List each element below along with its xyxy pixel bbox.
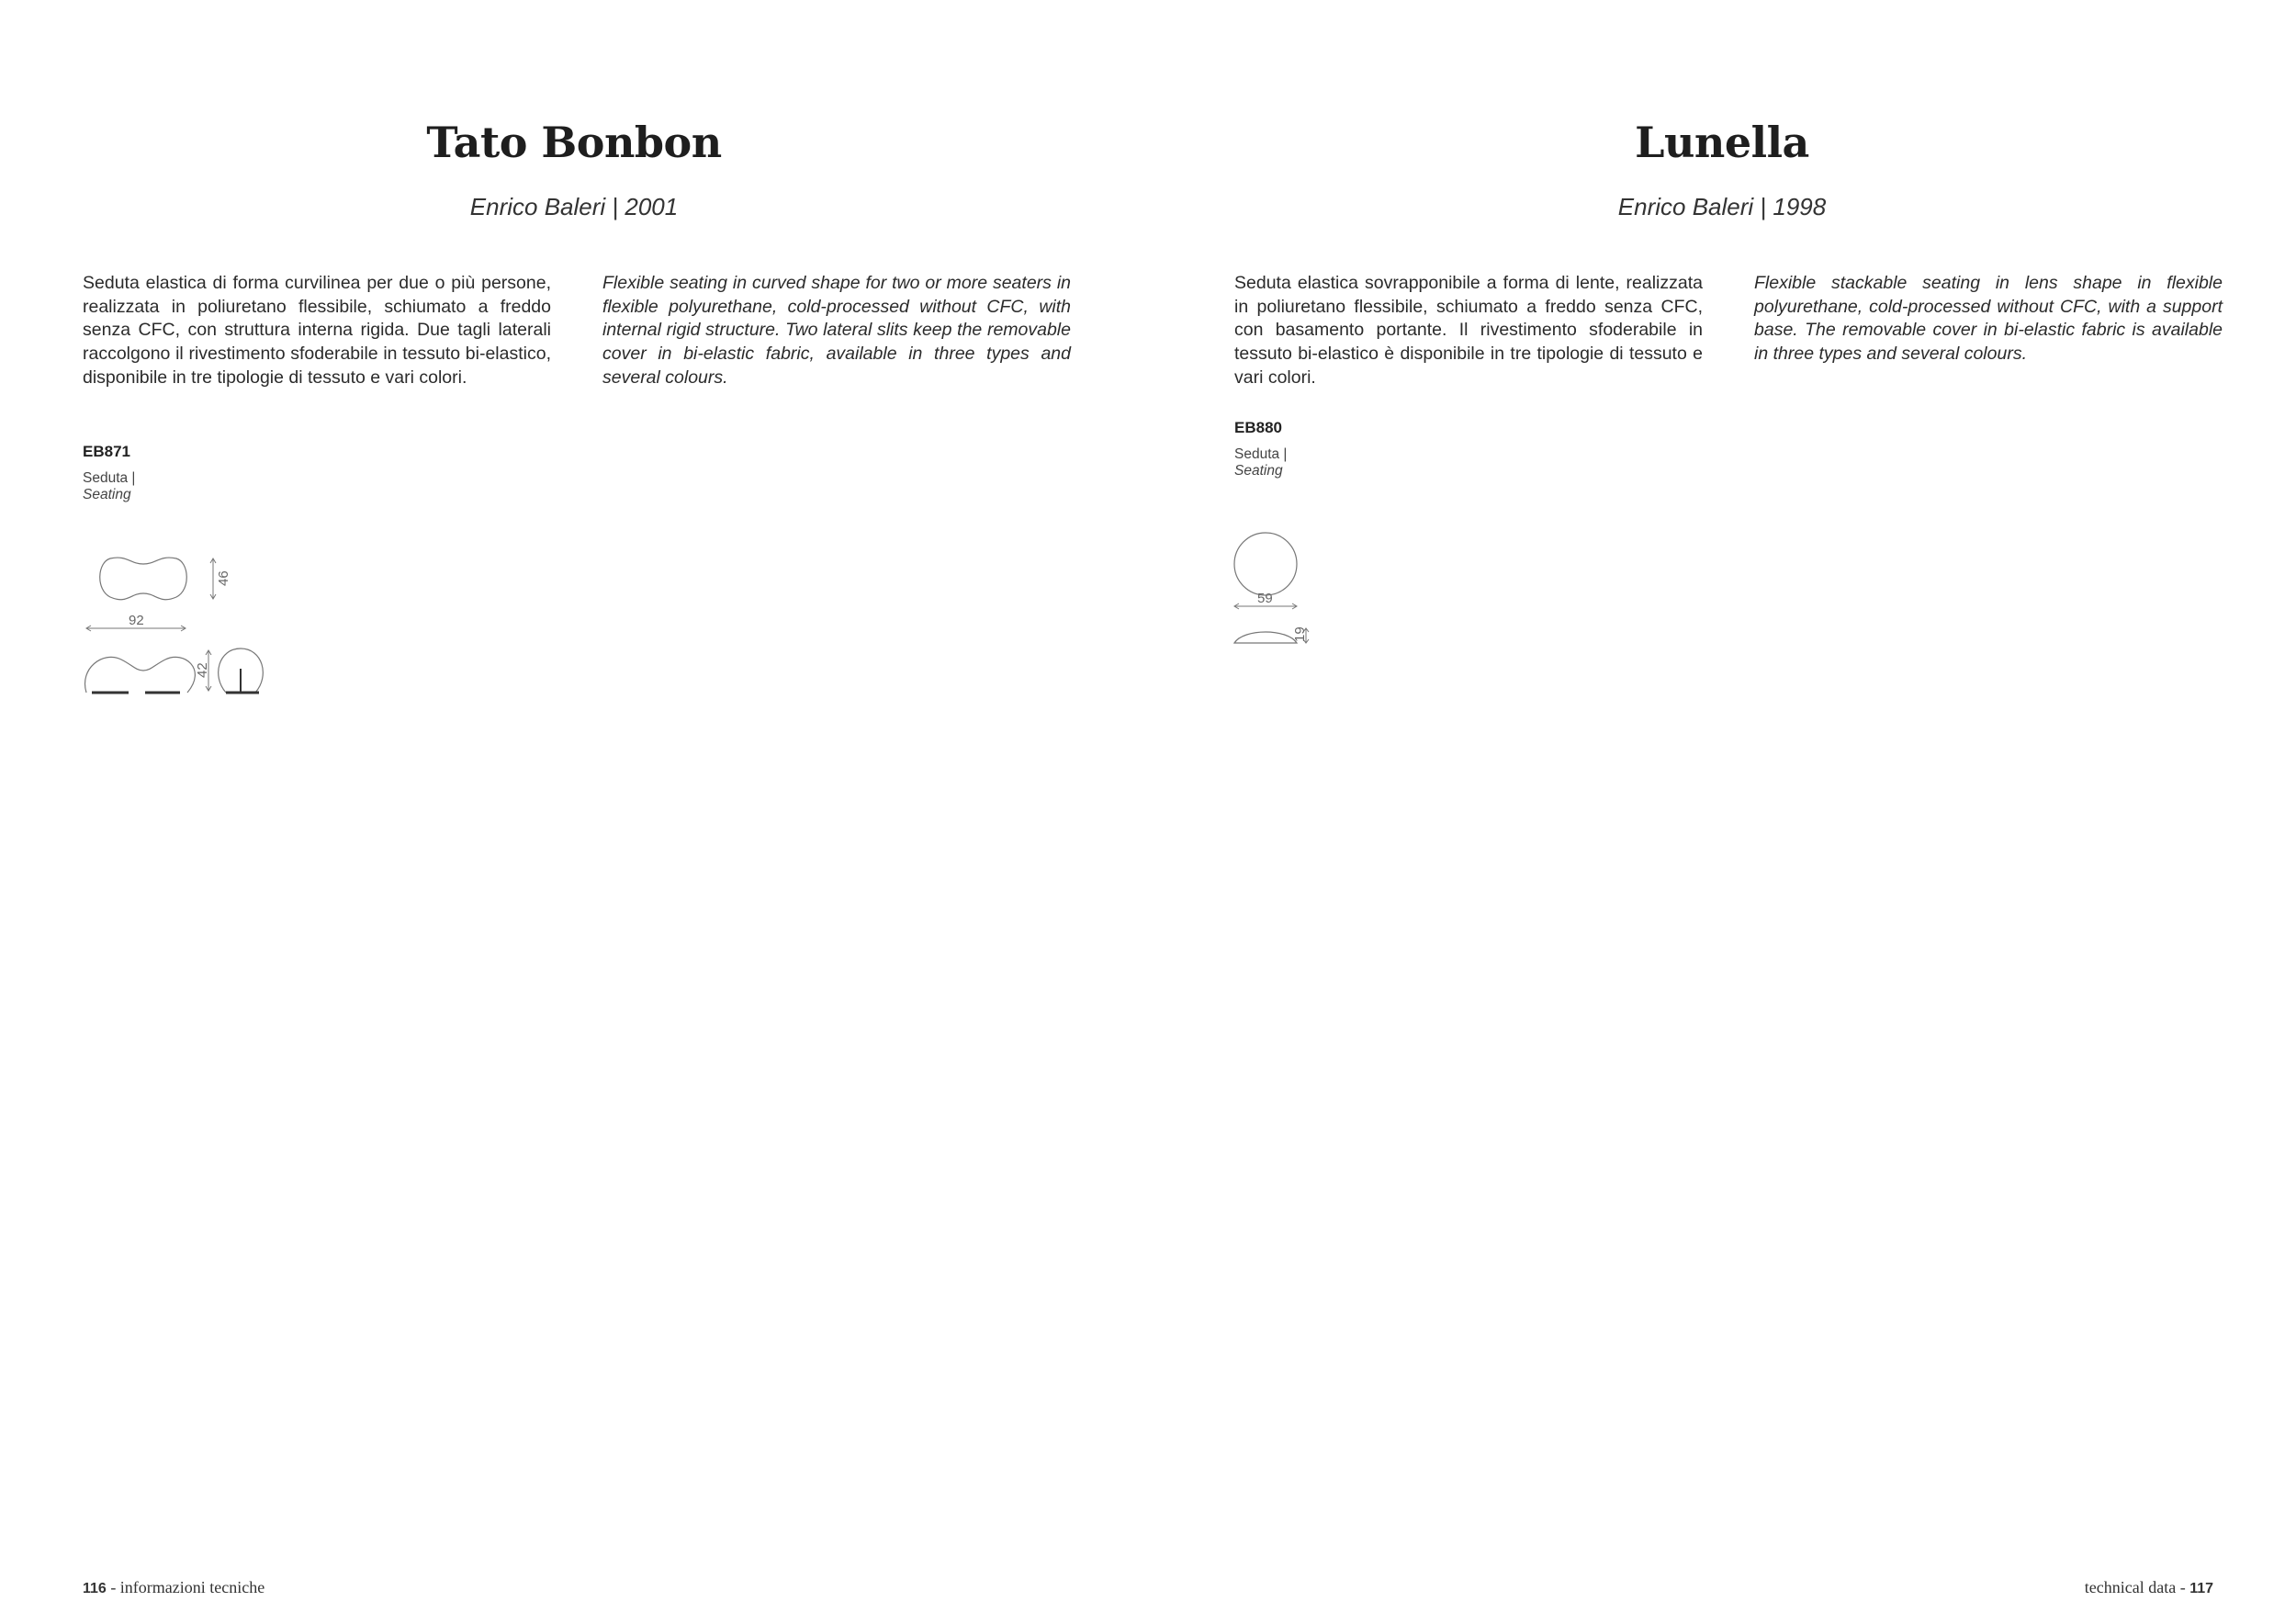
- product-type: [83, 470, 135, 503]
- product-title: Tato Bonbon: [426, 118, 722, 167]
- designer-year: Enrico Baleri | 2001: [469, 193, 679, 220]
- product-type-english: Seating: [83, 487, 131, 502]
- page-number: 116: [83, 1581, 107, 1596]
- page-footer-left: [83, 1578, 264, 1597]
- top-view-outline: [1234, 533, 1297, 595]
- page-number: 117: [2189, 1581, 2213, 1596]
- page-footer-right: [2085, 1578, 2213, 1597]
- front-view-outline: [85, 657, 196, 693]
- width-dimension-label: 92: [129, 613, 144, 628]
- product-title: Lunella: [1635, 118, 1809, 167]
- right-page: [1148, 0, 2296, 1624]
- depth-dimension-label: 46: [216, 570, 231, 586]
- height-dimension-label: 19: [1292, 626, 1308, 642]
- product-type-english: Seating: [1234, 463, 1283, 479]
- product-code: EB880: [1234, 419, 1282, 436]
- height-dimension-label: 42: [195, 662, 210, 678]
- footer-section-label: - informazioni tecniche: [106, 1578, 265, 1596]
- product-type: [1234, 446, 1287, 479]
- top-view-outline: [100, 558, 187, 600]
- lunella-technical-drawing: [1229, 529, 1339, 648]
- product-code: EB871: [83, 443, 130, 460]
- footer-section-label: technical data -: [2084, 1578, 2190, 1596]
- description-italian: Seduta elastica di forma curvilinea per due o più persone, realizzata in poliuretano flessibile, schiumato a freddo senza CFC, con struttura interna rigida. Due tagli laterali raccolgono il rivestimento sfoderabile in tessuto bi-elastico, disponibile in tre tipologie di tessuto e vari colori.: [83, 273, 551, 388]
- product-type-italian: Seduta |: [1234, 446, 1288, 462]
- tato-bonbon-technical-drawing: [73, 547, 294, 704]
- side-view-outline: [1234, 632, 1297, 643]
- diameter-dimension-label: 59: [1257, 591, 1273, 606]
- description-italian: Seduta elastica sovrapponibile a forma di lente, realizzata in poliuretano flessibile, schiumato a freddo senza CFC, con basamento portante. Il rivestimento sfoderabile in tessuto bi-elastico è disponibile in tre tipologie di tessuto e vari colori.: [1234, 273, 1703, 388]
- designer-year: Enrico Baleri | 1998: [1617, 193, 1827, 220]
- description-english: Flexible stackable seating in lens shape in flexible polyurethane, cold-processed without CFC, with a support base. The removable cover in bi-elastic fabric is available in three types and several colours.: [1754, 273, 2223, 365]
- description-english: Flexible seating in curved shape for two or more seaters in flexible polyurethane, cold-processed without CFC, with internal rigid structure. Two lateral slits keep the removable cover in bi-elastic fabric, available in three types and several colours.: [602, 273, 1071, 388]
- product-type-italian: Seduta |: [83, 470, 136, 486]
